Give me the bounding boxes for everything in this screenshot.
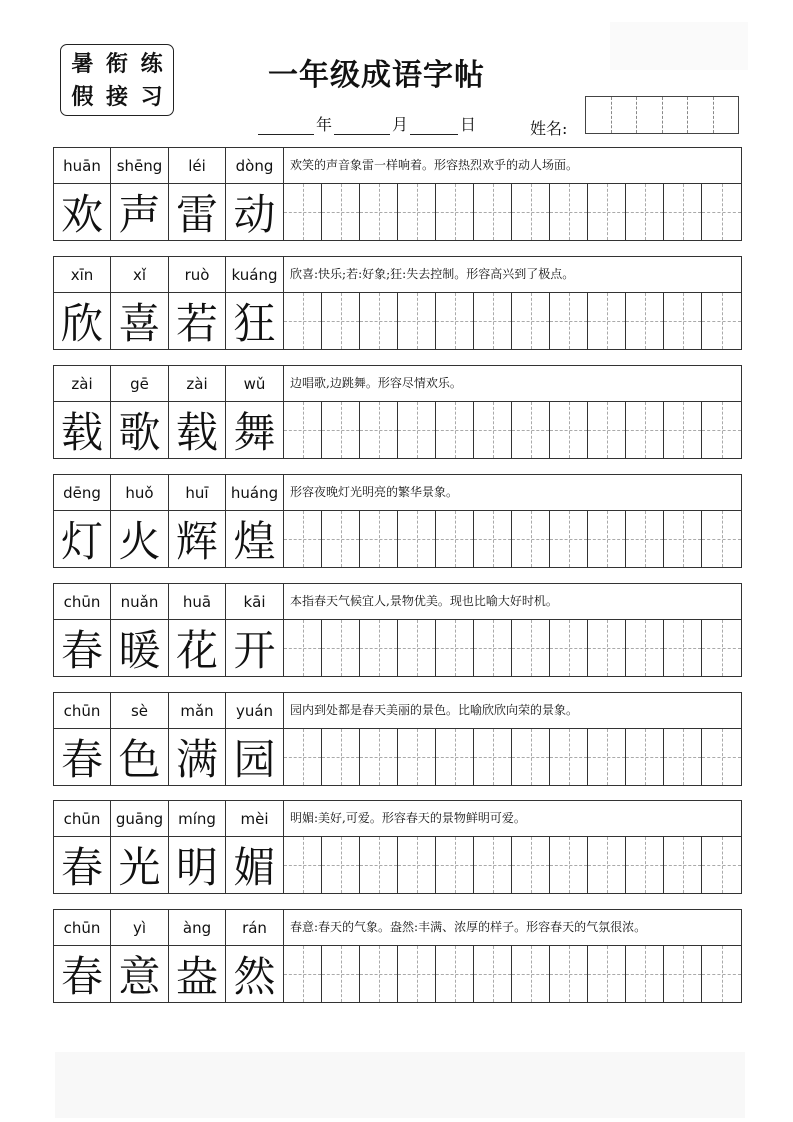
- model-character: 煌: [227, 511, 284, 567]
- practice-cell[interactable]: [512, 511, 550, 567]
- pinyin-row: [54, 801, 741, 837]
- pinyin-syllable: gē: [112, 366, 169, 401]
- idiom-meaning: 明媚:美好,可爱。形容春天的景物鲜明可爱。: [290, 811, 526, 825]
- model-character: 开: [227, 620, 284, 676]
- model-character: 春: [54, 729, 111, 785]
- practice-grid: [284, 620, 741, 676]
- year-label: 年: [316, 115, 333, 134]
- practice-cell[interactable]: [398, 402, 436, 458]
- practice-grid: [284, 729, 741, 785]
- model-character: 意: [112, 946, 169, 1002]
- practice-cell[interactable]: [474, 946, 512, 1002]
- model-character: 欢: [54, 184, 111, 240]
- pinyin-syllable: kuáng: [227, 257, 284, 292]
- practice-cell[interactable]: [588, 729, 626, 785]
- idiom-meaning: 欢笑的声音象雷一样响着。形容热烈欢乎的动人场面。: [290, 158, 579, 172]
- practice-cell[interactable]: [436, 293, 474, 349]
- practice-cell[interactable]: [436, 511, 474, 567]
- page-title: 一年级成语字帖: [268, 58, 485, 93]
- name-cell[interactable]: [688, 97, 714, 133]
- practice-cell[interactable]: [512, 946, 550, 1002]
- practice-cell[interactable]: [664, 511, 702, 567]
- pinyin-syllable: wǔ: [227, 366, 284, 401]
- practice-cell[interactable]: [322, 620, 360, 676]
- practice-cell[interactable]: [588, 946, 626, 1002]
- name-cell[interactable]: [612, 97, 638, 133]
- idiom-block: [53, 147, 742, 241]
- practice-grid: [284, 837, 741, 893]
- practice-cell[interactable]: [550, 184, 588, 240]
- pinyin-syllable: chūn: [54, 693, 111, 728]
- model-character: 载: [54, 402, 111, 458]
- practice-cell[interactable]: [284, 293, 322, 349]
- practice-cell[interactable]: [588, 184, 626, 240]
- practice-cell[interactable]: [588, 620, 626, 676]
- pinyin-syllable: sè: [112, 693, 169, 728]
- idiom-block: [53, 692, 742, 786]
- pinyin-syllable: léi: [169, 148, 226, 183]
- practice-cell[interactable]: [550, 293, 588, 349]
- model-character: 载: [169, 402, 226, 458]
- idiom-meaning: 园内到处都是春天美丽的景色。比喻欣欣向荣的景象。: [290, 703, 579, 717]
- logo-char: 衔: [105, 50, 128, 77]
- model-character: 舞: [227, 402, 284, 458]
- day-blank[interactable]: [410, 116, 458, 135]
- summer-bridge-practice-logo: [60, 44, 174, 116]
- idiom-block: [53, 583, 742, 677]
- pinyin-syllable: nuǎn: [112, 584, 169, 619]
- practice-cell[interactable]: [588, 293, 626, 349]
- pinyin-syllable: mǎn: [169, 693, 226, 728]
- practice-cell[interactable]: [550, 511, 588, 567]
- faded-footer: [55, 1052, 745, 1118]
- practice-cell[interactable]: [398, 511, 436, 567]
- name-cell[interactable]: [586, 97, 612, 133]
- practice-cell[interactable]: [284, 184, 322, 240]
- pinyin-syllable: yì: [112, 910, 169, 945]
- practice-cell[interactable]: [322, 184, 360, 240]
- month-label: 月: [392, 115, 409, 134]
- idiom-meaning: 欣喜:快乐;若:好象;狂:失去控制。形容高兴到了极点。: [290, 267, 575, 281]
- pinyin-syllable: xǐ: [112, 257, 169, 292]
- idiom-meaning: 边唱歌,边跳舞。形容尽情欢乐。: [290, 376, 462, 390]
- practice-cell[interactable]: [702, 729, 741, 785]
- practice-cell[interactable]: [550, 946, 588, 1002]
- practice-cell[interactable]: [360, 402, 398, 458]
- practice-cell[interactable]: [626, 837, 664, 893]
- practice-cell[interactable]: [512, 837, 550, 893]
- practice-cell[interactable]: [550, 837, 588, 893]
- pinyin-syllable: chūn: [54, 801, 111, 836]
- practice-cell[interactable]: [436, 402, 474, 458]
- pinyin-syllable: huā: [169, 584, 226, 619]
- pinyin-syllable: dòng: [227, 148, 284, 183]
- model-character: 光: [112, 837, 169, 893]
- practice-cell[interactable]: [512, 620, 550, 676]
- practice-grid: [284, 946, 741, 1002]
- character-row: [54, 620, 741, 676]
- practice-cell[interactable]: [284, 511, 322, 567]
- model-character: 雷: [169, 184, 226, 240]
- practice-grid: [284, 402, 741, 458]
- practice-cell[interactable]: [664, 946, 702, 1002]
- practice-cell[interactable]: [626, 511, 664, 567]
- logo-char: 假: [71, 83, 94, 110]
- model-character: 动: [227, 184, 284, 240]
- pinyin-row: [54, 584, 741, 620]
- pinyin-syllable: kāi: [227, 584, 284, 619]
- practice-cell[interactable]: [702, 511, 741, 567]
- name-cell[interactable]: [714, 97, 739, 133]
- pinyin-syllable: xīn: [54, 257, 111, 292]
- practice-cell[interactable]: [626, 729, 664, 785]
- pinyin-syllable: huáng: [227, 475, 284, 510]
- practice-cell[interactable]: [702, 620, 741, 676]
- model-character: 火: [112, 511, 169, 567]
- pinyin-syllable: huī: [169, 475, 226, 510]
- pinyin-row: [54, 475, 741, 511]
- pinyin-syllable: míng: [169, 801, 226, 836]
- practice-cell[interactable]: [322, 511, 360, 567]
- practice-cell[interactable]: [284, 402, 322, 458]
- logo-char: 接: [105, 83, 128, 110]
- practice-cell[interactable]: [360, 837, 398, 893]
- pinyin-syllable: dēng: [54, 475, 111, 510]
- character-row: [54, 293, 741, 349]
- month-blank[interactable]: [334, 116, 390, 135]
- idiom-block: [53, 256, 742, 350]
- model-character: 灯: [54, 511, 111, 567]
- practice-cell[interactable]: [626, 184, 664, 240]
- character-row: [54, 511, 741, 567]
- practice-cell[interactable]: [702, 402, 741, 458]
- pinyin-syllable: mèi: [227, 801, 284, 836]
- practice-cell[interactable]: [702, 946, 741, 1002]
- practice-cell[interactable]: [626, 620, 664, 676]
- practice-cell[interactable]: [512, 184, 550, 240]
- model-character: 春: [54, 946, 111, 1002]
- practice-cell[interactable]: [626, 946, 664, 1002]
- model-character: 若: [169, 293, 226, 349]
- faded-corner-mark: [610, 22, 748, 70]
- practice-cell[interactable]: [398, 293, 436, 349]
- model-character: 暖: [112, 620, 169, 676]
- practice-cell[interactable]: [436, 946, 474, 1002]
- character-row: [54, 946, 741, 1002]
- practice-cell[interactable]: [322, 946, 360, 1002]
- practice-grid: [284, 184, 741, 240]
- practice-cell[interactable]: [360, 620, 398, 676]
- practice-cell[interactable]: [474, 620, 512, 676]
- practice-cell[interactable]: [664, 837, 702, 893]
- pinyin-row: [54, 148, 741, 184]
- pinyin-syllable: zài: [54, 366, 111, 401]
- model-character: 色: [112, 729, 169, 785]
- practice-cell[interactable]: [588, 837, 626, 893]
- practice-grid: [284, 293, 741, 349]
- practice-cell[interactable]: [550, 729, 588, 785]
- practice-cell[interactable]: [284, 946, 322, 1002]
- idiom-block: [53, 365, 742, 459]
- practice-cell[interactable]: [626, 402, 664, 458]
- practice-cell[interactable]: [360, 729, 398, 785]
- practice-cell[interactable]: [474, 837, 512, 893]
- practice-cell[interactable]: [512, 729, 550, 785]
- model-character: 声: [112, 184, 169, 240]
- practice-cell[interactable]: [322, 729, 360, 785]
- pinyin-row: [54, 366, 741, 402]
- practice-cell[interactable]: [398, 946, 436, 1002]
- practice-cell[interactable]: [436, 184, 474, 240]
- pinyin-syllable: rán: [227, 910, 284, 945]
- pinyin-syllable: chūn: [54, 584, 111, 619]
- pinyin-syllable: zài: [169, 366, 226, 401]
- practice-cell[interactable]: [284, 837, 322, 893]
- pinyin-syllable: shēng: [112, 148, 169, 183]
- pinyin-row: [54, 693, 741, 729]
- model-character: 媚: [227, 837, 284, 893]
- name-writing-grid[interactable]: [585, 96, 739, 134]
- pinyin-syllable: àng: [169, 910, 226, 945]
- practice-cell[interactable]: [436, 729, 474, 785]
- practice-cell[interactable]: [398, 620, 436, 676]
- name-label: 姓名:: [530, 119, 568, 138]
- practice-cell[interactable]: [360, 184, 398, 240]
- practice-cell[interactable]: [626, 293, 664, 349]
- character-row: [54, 729, 741, 785]
- practice-cell[interactable]: [702, 293, 741, 349]
- pinyin-syllable: huān: [54, 148, 111, 183]
- idiom-meaning: 形容夜晚灯光明亮的繁华景象。: [290, 485, 459, 499]
- logo-char: 习: [140, 83, 163, 110]
- practice-cell[interactable]: [550, 402, 588, 458]
- practice-cell[interactable]: [322, 293, 360, 349]
- practice-cell[interactable]: [284, 729, 322, 785]
- model-character: 花: [169, 620, 226, 676]
- year-blank[interactable]: [258, 116, 314, 135]
- practice-cell[interactable]: [664, 184, 702, 240]
- practice-cell[interactable]: [436, 837, 474, 893]
- practice-cell[interactable]: [664, 729, 702, 785]
- model-character: 满: [169, 729, 226, 785]
- pinyin-row: [54, 910, 741, 946]
- practice-cell[interactable]: [398, 837, 436, 893]
- practice-cell[interactable]: [664, 402, 702, 458]
- practice-cell[interactable]: [664, 293, 702, 349]
- character-row: [54, 837, 741, 893]
- model-character: 盎: [169, 946, 226, 1002]
- logo-char: 暑: [71, 50, 94, 77]
- idiom-block: [53, 474, 742, 568]
- practice-cell[interactable]: [284, 620, 322, 676]
- practice-cell[interactable]: [474, 402, 512, 458]
- logo-char: 练: [140, 50, 163, 77]
- idiom-block: [53, 909, 742, 1003]
- model-character: 狂: [227, 293, 284, 349]
- practice-cell[interactable]: [550, 620, 588, 676]
- model-character: 欣: [54, 293, 111, 349]
- practice-cell[interactable]: [474, 184, 512, 240]
- practice-cell[interactable]: [474, 511, 512, 567]
- practice-cell[interactable]: [664, 620, 702, 676]
- practice-grid: [284, 511, 741, 567]
- model-character: 春: [54, 620, 111, 676]
- practice-cell[interactable]: [474, 293, 512, 349]
- day-label: 日: [460, 115, 477, 134]
- practice-cell[interactable]: [398, 184, 436, 240]
- model-character: 辉: [169, 511, 226, 567]
- practice-cell[interactable]: [360, 293, 398, 349]
- idiom-meaning: 春意:春天的气象。盎然:丰满、浓厚的样子。形容春天的气氛很浓。: [290, 920, 647, 934]
- practice-cell[interactable]: [360, 511, 398, 567]
- practice-cell[interactable]: [474, 729, 512, 785]
- model-character: 然: [227, 946, 284, 1002]
- practice-cell[interactable]: [588, 511, 626, 567]
- pinyin-row: [54, 257, 741, 293]
- model-character: 喜: [112, 293, 169, 349]
- idiom-meaning: 本指春天气候宜人,景物优美。现也比喻大好时机。: [290, 594, 558, 608]
- pinyin-syllable: guāng: [112, 801, 169, 836]
- pinyin-syllable: yuán: [227, 693, 284, 728]
- practice-cell[interactable]: [588, 402, 626, 458]
- practice-cell[interactable]: [702, 184, 741, 240]
- model-character: 明: [169, 837, 226, 893]
- idiom-block: [53, 800, 742, 894]
- pinyin-syllable: chūn: [54, 910, 111, 945]
- pinyin-syllable: huǒ: [112, 475, 169, 510]
- model-character: 园: [227, 729, 284, 785]
- practice-cell[interactable]: [322, 837, 360, 893]
- practice-cell[interactable]: [512, 293, 550, 349]
- model-character: 春: [54, 837, 111, 893]
- practice-cell[interactable]: [322, 402, 360, 458]
- pinyin-syllable: ruò: [169, 257, 226, 292]
- name-cell[interactable]: [663, 97, 689, 133]
- date-line: [258, 112, 478, 135]
- character-row: [54, 402, 741, 458]
- practice-cell[interactable]: [436, 620, 474, 676]
- practice-cell[interactable]: [512, 402, 550, 458]
- character-row: [54, 184, 741, 240]
- name-cell[interactable]: [637, 97, 663, 133]
- practice-cell[interactable]: [702, 837, 741, 893]
- practice-cell[interactable]: [360, 946, 398, 1002]
- practice-cell[interactable]: [398, 729, 436, 785]
- model-character: 歌: [112, 402, 169, 458]
